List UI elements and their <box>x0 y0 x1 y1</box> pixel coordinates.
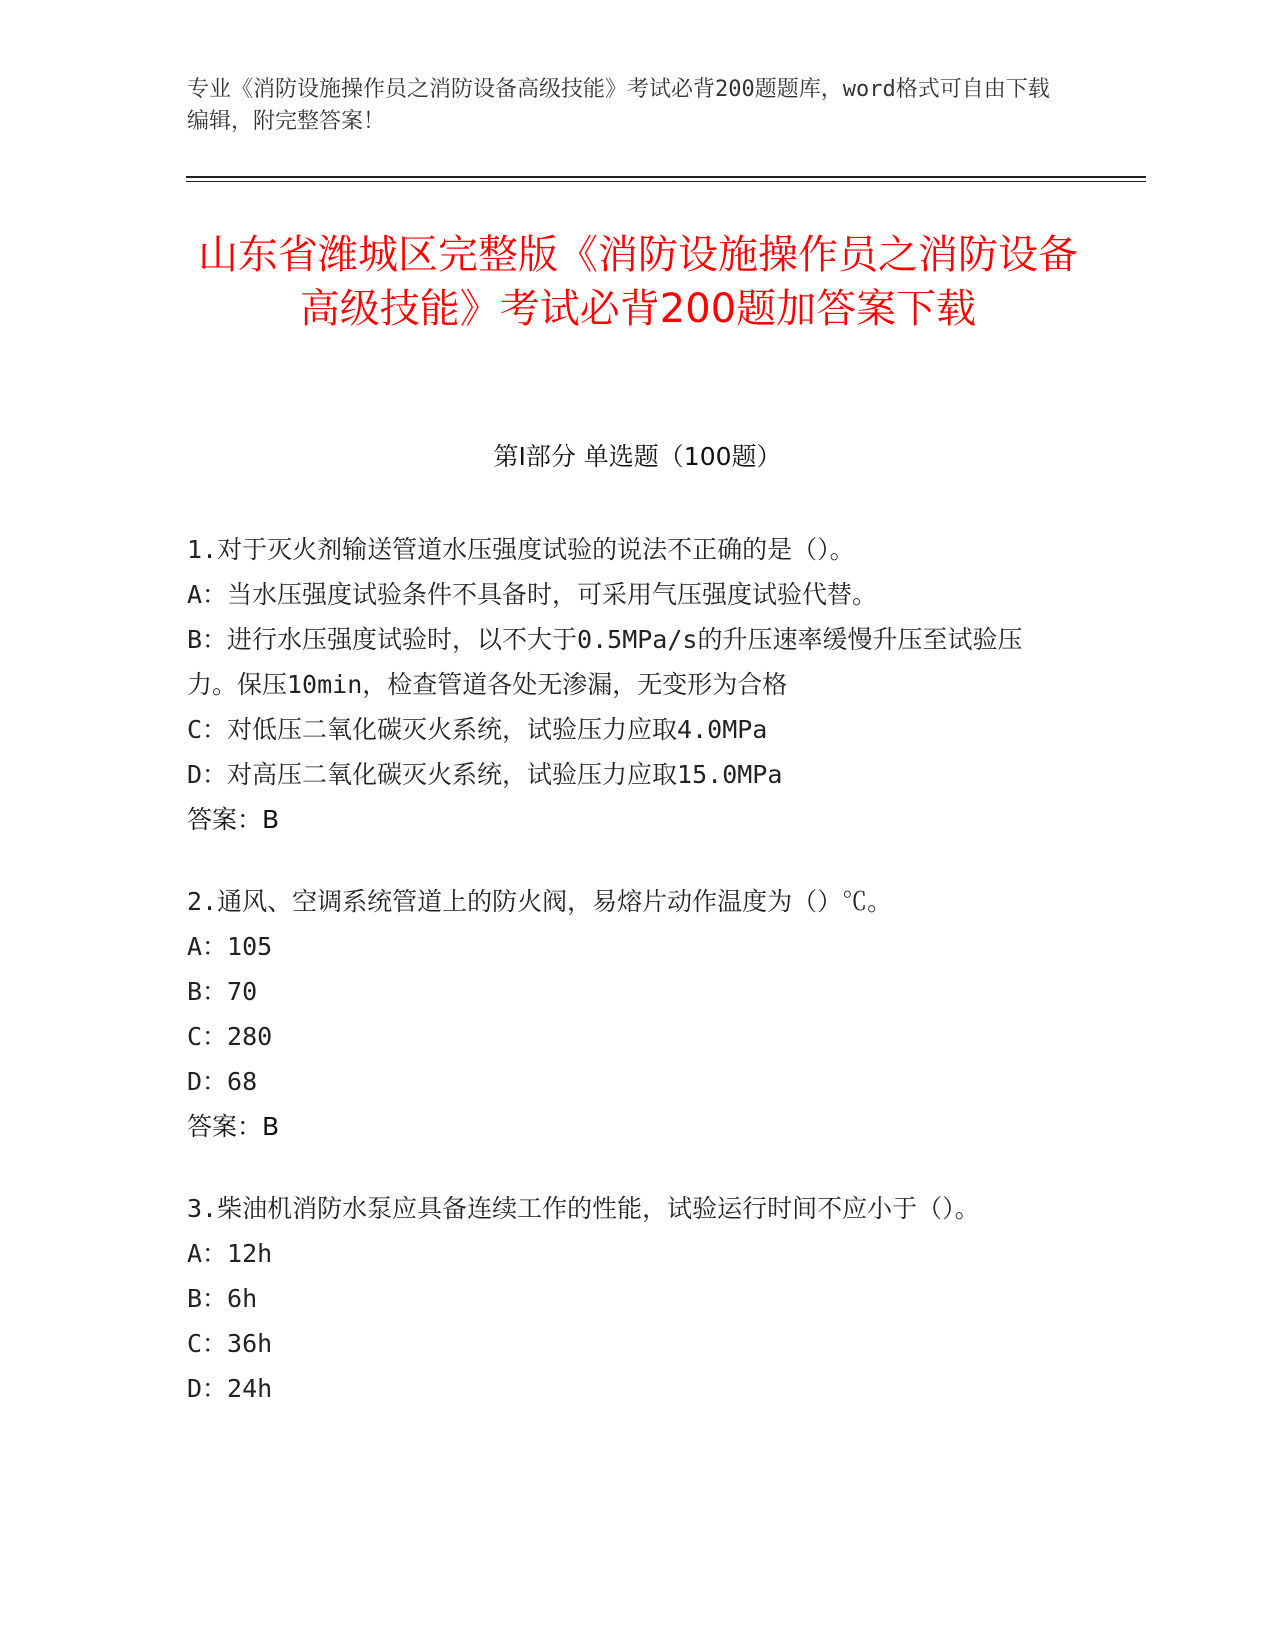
option-b: B：70 <box>187 977 258 1006</box>
header-note: 专业《消防设施操作员之消防设备高级技能》考试必背200题题库，word格式可自由下载编辑，附完整答案！ <box>187 77 1050 134</box>
question-3 <box>187 1186 1067 1411</box>
option-b: B：6h <box>187 1284 258 1313</box>
question-stem: 2.通风、空调系统管道上的防火阀，易熔片动作温度为（）℃。 <box>187 887 893 916</box>
question-stem: 3.柴油机消防水泵应具备连续工作的性能，试验运行时间不应小于（）。 <box>187 1194 980 1223</box>
answer-line: 答案：B <box>187 1112 280 1141</box>
question-stem: 1.对于灭火剂输送管道水压强度试验的说法不正确的是（）。 <box>187 535 855 564</box>
question-list <box>187 527 1067 1448</box>
option-d: D：24h <box>187 1374 273 1403</box>
header-divider-thin <box>186 181 1146 182</box>
header-divider-thick <box>186 176 1146 178</box>
answer-line: 答案：B <box>187 805 280 834</box>
option-c: C：对低压二氧化碳灭火系统，试验压力应取4.0MPa <box>187 715 768 744</box>
option-d: D：对高压二氧化碳灭火系统，试验压力应取15.0MPa <box>187 760 783 789</box>
option-a: A：12h <box>187 1239 273 1268</box>
option-a: A：105 <box>187 932 273 961</box>
option-d: D：68 <box>187 1067 258 1096</box>
question-2 <box>187 879 1067 1149</box>
option-b: B：进行水压强度试验时，以不大于0.5MPa/s的升压速率缓慢升压至试验压力。保压10min，检查管道各处无渗漏，无变形为合格 <box>187 625 1023 699</box>
option-c: C：36h <box>187 1329 273 1358</box>
option-c: C：280 <box>187 1022 273 1051</box>
document-title: 山东省潍城区完整版《消防设施操作员之消防设备高级技能》考试必背200题加答案下载 <box>198 232 1078 332</box>
section-title: 第Ⅰ部分 单选题（100题） <box>493 442 782 471</box>
question-1 <box>187 527 1067 842</box>
option-a: A：当水压强度试验条件不具备时，可采用气压强度试验代替。 <box>187 580 878 609</box>
